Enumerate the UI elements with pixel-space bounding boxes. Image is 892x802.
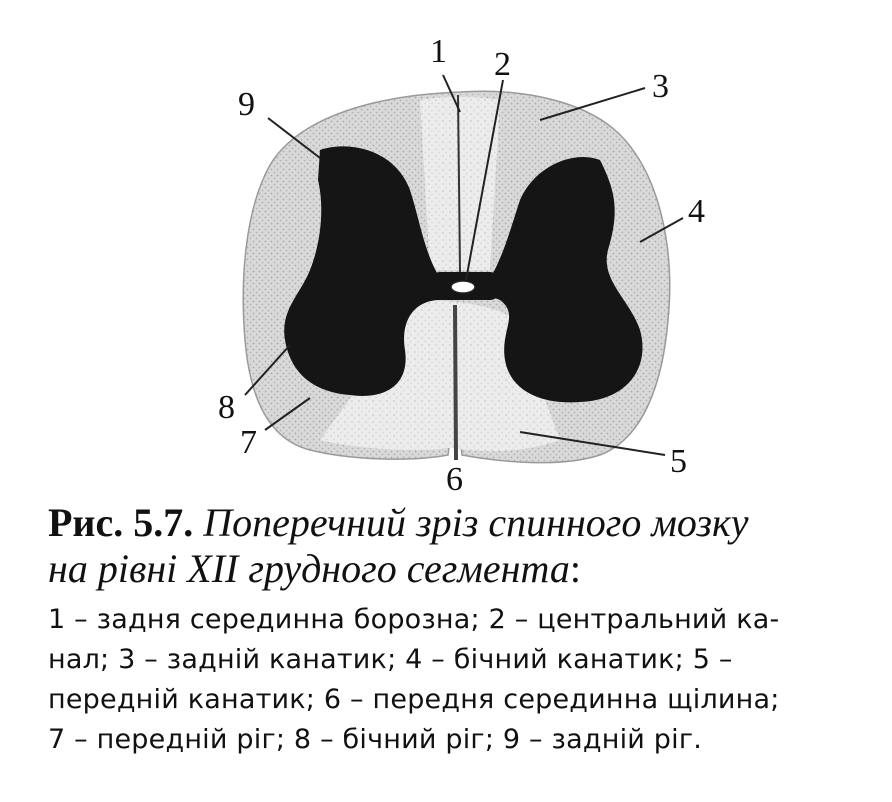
legend-line: 7 – передній ріг; 8 – бічний ріг; 9 – задній ріг. <box>48 724 703 755</box>
label-7: 7 <box>240 424 257 461</box>
caption-colon: : <box>569 546 581 591</box>
label-9: 9 <box>238 86 255 123</box>
label-6: 6 <box>446 461 463 498</box>
legend-line: 1 – задня серединна борозна; 2 – центральний ка- <box>48 604 780 635</box>
label-4: 4 <box>688 193 705 230</box>
caption-legend <box>48 600 878 760</box>
label-1: 1 <box>430 33 447 70</box>
legend-line: передній канатик; 6 – передня серединна щілина; <box>48 684 780 715</box>
caption-label: Рис. 5.7. <box>48 500 194 545</box>
legend-line: нал; 3 – задній канатик; 4 – бічний канатик; 5 – <box>48 644 733 675</box>
label-3: 3 <box>652 68 669 105</box>
label-5: 5 <box>670 443 687 480</box>
caption-title <box>48 500 878 592</box>
figure-caption <box>48 500 878 760</box>
label-8: 8 <box>218 389 235 426</box>
central-canal <box>451 281 475 293</box>
caption-title-line2: на рівні XII грудного сегмента <box>48 546 570 591</box>
label-2: 2 <box>494 46 511 83</box>
anterior-median-fissure <box>455 305 456 460</box>
caption-title-line1: Поперечний зріз спинного мозку <box>203 500 749 545</box>
